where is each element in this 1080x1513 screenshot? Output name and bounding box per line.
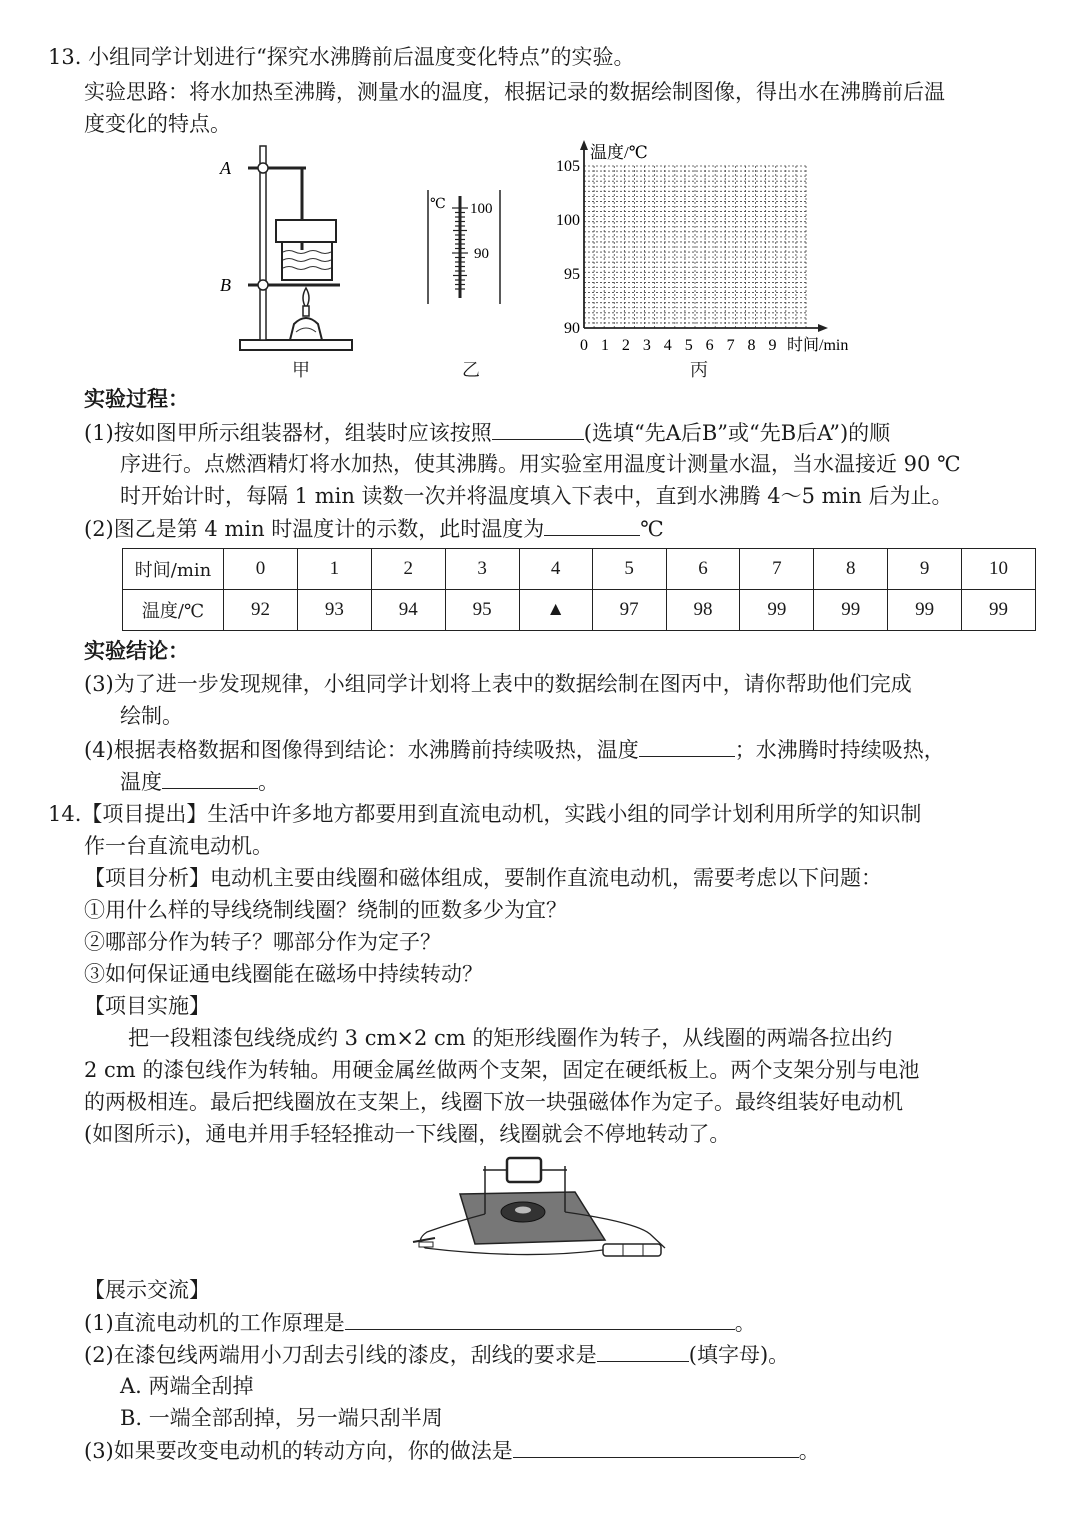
answer-blank-principle[interactable] [345, 1307, 735, 1330]
q13-part1-line2: 序进行。点燃酒精灯将水加热，使其沸腾。用实验室用温度计测量水温，当水温接近 90 ℃ [120, 452, 961, 476]
q13-part4-line1: (4)根据表格数据和图像得到结论：水沸腾前持续吸热，温度 ；水沸腾时持续吸热， [84, 734, 945, 765]
chart-grid [584, 166, 806, 328]
thermo-mark-90: 90 [474, 246, 489, 262]
x-tick-label: 5 [684, 337, 693, 354]
table-cell-unknown[interactable]: ▲ [519, 590, 592, 631]
answer-blank-scrape[interactable] [597, 1339, 689, 1362]
q14-line8: 把一段粗漆包线绕成约 3 cm×2 cm 的矩形线圈作为转子，从线圈的两端各拉出约 [128, 1026, 893, 1050]
table-cell: 6 [666, 549, 740, 590]
q14-line11: (如图所示)，通电并用手轻轻推动一下线圈，线圈就会不停地转动了。 [84, 1122, 731, 1146]
table-cell: 99 [888, 590, 962, 631]
q13-part2: (2)图乙是第 4 min 时温度计的示数，此时温度为 ℃ [84, 513, 664, 544]
table-cell: 97 [592, 590, 666, 631]
answer-blank-temp-4min[interactable] [544, 513, 640, 536]
x-tick-label: 3 [642, 337, 651, 354]
answer-blank-order[interactable] [492, 417, 584, 440]
apparatus-figure-jia [210, 140, 370, 370]
y-tick-label: 90 [564, 320, 580, 337]
table-cell: 1 [297, 549, 371, 590]
table-cell: 94 [371, 590, 445, 631]
process-heading: 实验过程： [84, 386, 189, 411]
q13-part3-line1: (3)为了进一步发现规律，小组同学计划将上表中的数据绘制在图丙中，请你帮助他们完成 [84, 672, 912, 696]
q14-line3: 【项目分析】电动机主要由线圈和磁体组成，要制作直流电动机，需要考虑以下问题： [84, 866, 882, 890]
option-b: B. 一端全部刮掉，另一端只刮半周 [120, 1406, 443, 1430]
q14-line10: 的两极相连。最后把线圈放在支架上，线圈下放一块强磁体作为定子。最终组装好电动机 [84, 1090, 903, 1114]
q14-line12: 【展示交流】 [84, 1278, 210, 1302]
q14-part3: (3)如果要改变电动机的转动方向，你的做法是 。 [84, 1435, 820, 1466]
table-cell: 99 [962, 590, 1036, 631]
y-tick-label: 95 [564, 266, 580, 283]
grid-chart-figure-bing [540, 138, 870, 360]
chart-xlabel: 时间/min [787, 337, 849, 354]
q13-part1-line1: (1)按如图甲所示组装器材，组装时应该按照 (选填“先A后B”或“先B后A”)的顺 [84, 417, 890, 448]
caption-yi: 乙 [462, 360, 480, 381]
table-cell: 10 [962, 549, 1036, 590]
chart-ylabel: 温度/℃ [590, 143, 648, 162]
x-tick-label: 6 [705, 337, 714, 354]
table-cell: 99 [814, 590, 888, 631]
table-cell: 8 [814, 549, 888, 590]
x-tick-label: 1 [600, 337, 609, 354]
label-b: B [220, 275, 231, 295]
q14-line4: ①用什么样的导线绕制线圈？绕制的匝数多少为宜？ [84, 898, 567, 922]
answer-blank-during-boil[interactable] [162, 766, 258, 789]
q14-part2: (2)在漆包线两端用小刀刮去引线的漆皮，刮线的要求是 (填字母)。 [84, 1339, 789, 1370]
table-row-time [123, 549, 1036, 590]
caption-bing: 丙 [690, 360, 708, 381]
data-table [122, 548, 1036, 631]
table-cell: 5 [592, 549, 666, 590]
q13-part4-line2: 温度 。 [120, 766, 279, 797]
label-a: A [220, 158, 231, 178]
y-tick-label: 105 [556, 158, 580, 175]
table-cell: 7 [740, 549, 814, 590]
q14-line2: 作一台直流电动机。 [84, 834, 273, 858]
q13-idea-line1: 实验思路：将水加热至沸腾，测量水的温度，根据记录的数据绘制图像，得出水在沸腾前后温 [84, 80, 945, 104]
x-tick-label: 9 [768, 337, 777, 354]
table-row-temp [123, 590, 1036, 631]
time-header: 时间/min [123, 549, 224, 590]
q13-title: 13. 小组同学计划进行“探究水沸腾前后温度变化特点”的实验。 [48, 45, 635, 69]
table-cell: 95 [445, 590, 519, 631]
table-cell: 9 [888, 549, 962, 590]
table-cell: 93 [297, 590, 371, 631]
q14-part1: (1)直流电动机的工作原理是 。 [84, 1307, 756, 1338]
y-tick-label: 100 [556, 212, 580, 229]
motor-figure [405, 1152, 695, 1262]
thermo-mark-100: 100 [470, 201, 493, 217]
q13-part3-line2: 绘制。 [120, 704, 183, 728]
answer-blank-reverse[interactable] [513, 1435, 799, 1458]
table-cell: 99 [740, 590, 814, 631]
table-cell: 2 [371, 549, 445, 590]
q13-idea-line2: 度变化的特点。 [84, 112, 231, 136]
q14-line9: 2 cm 的漆包线作为转轴。用硬金属丝做两个支架，固定在硬纸板上。两个支架分别与电池 [84, 1058, 920, 1082]
temp-header: 温度/℃ [123, 590, 224, 631]
caption-jia: 甲 [292, 360, 310, 381]
q14-line5: ②哪部分作为转子？哪部分作为定子？ [84, 930, 441, 954]
table-cell: 92 [224, 590, 298, 631]
q14-line7: 【项目实施】 [84, 994, 210, 1018]
q13-part1-line3: 时开始计时，每隔 1 min 读数一次并将温度填入下表中，直到水沸腾 4～5 min 后为止。 [120, 484, 953, 508]
option-a: A. 两端全刮掉 [120, 1374, 254, 1398]
thermometer-figure-yi [420, 186, 510, 306]
q14-line6: ③如何保证通电线圈能在磁场中持续转动？ [84, 962, 483, 986]
x-tick-label: 2 [621, 337, 630, 354]
table-cell: 0 [224, 549, 298, 590]
q14-line1: 14.【项目提出】生活中许多地方都要用到直流电动机，实践小组的同学计划利用所学的知识制 [48, 802, 922, 826]
thermo-unit: ℃ [430, 197, 446, 212]
table-cell: 98 [666, 590, 740, 631]
x-tick-label: 7 [726, 337, 735, 354]
x-tick-label: 8 [747, 337, 756, 354]
table-cell: 4 [519, 549, 592, 590]
x-tick-label: 0 [580, 337, 588, 354]
table-cell: 3 [445, 549, 519, 590]
answer-blank-before-boil[interactable] [639, 734, 735, 757]
x-tick-label: 4 [663, 337, 672, 354]
conclusion-heading: 实验结论： [84, 638, 189, 663]
